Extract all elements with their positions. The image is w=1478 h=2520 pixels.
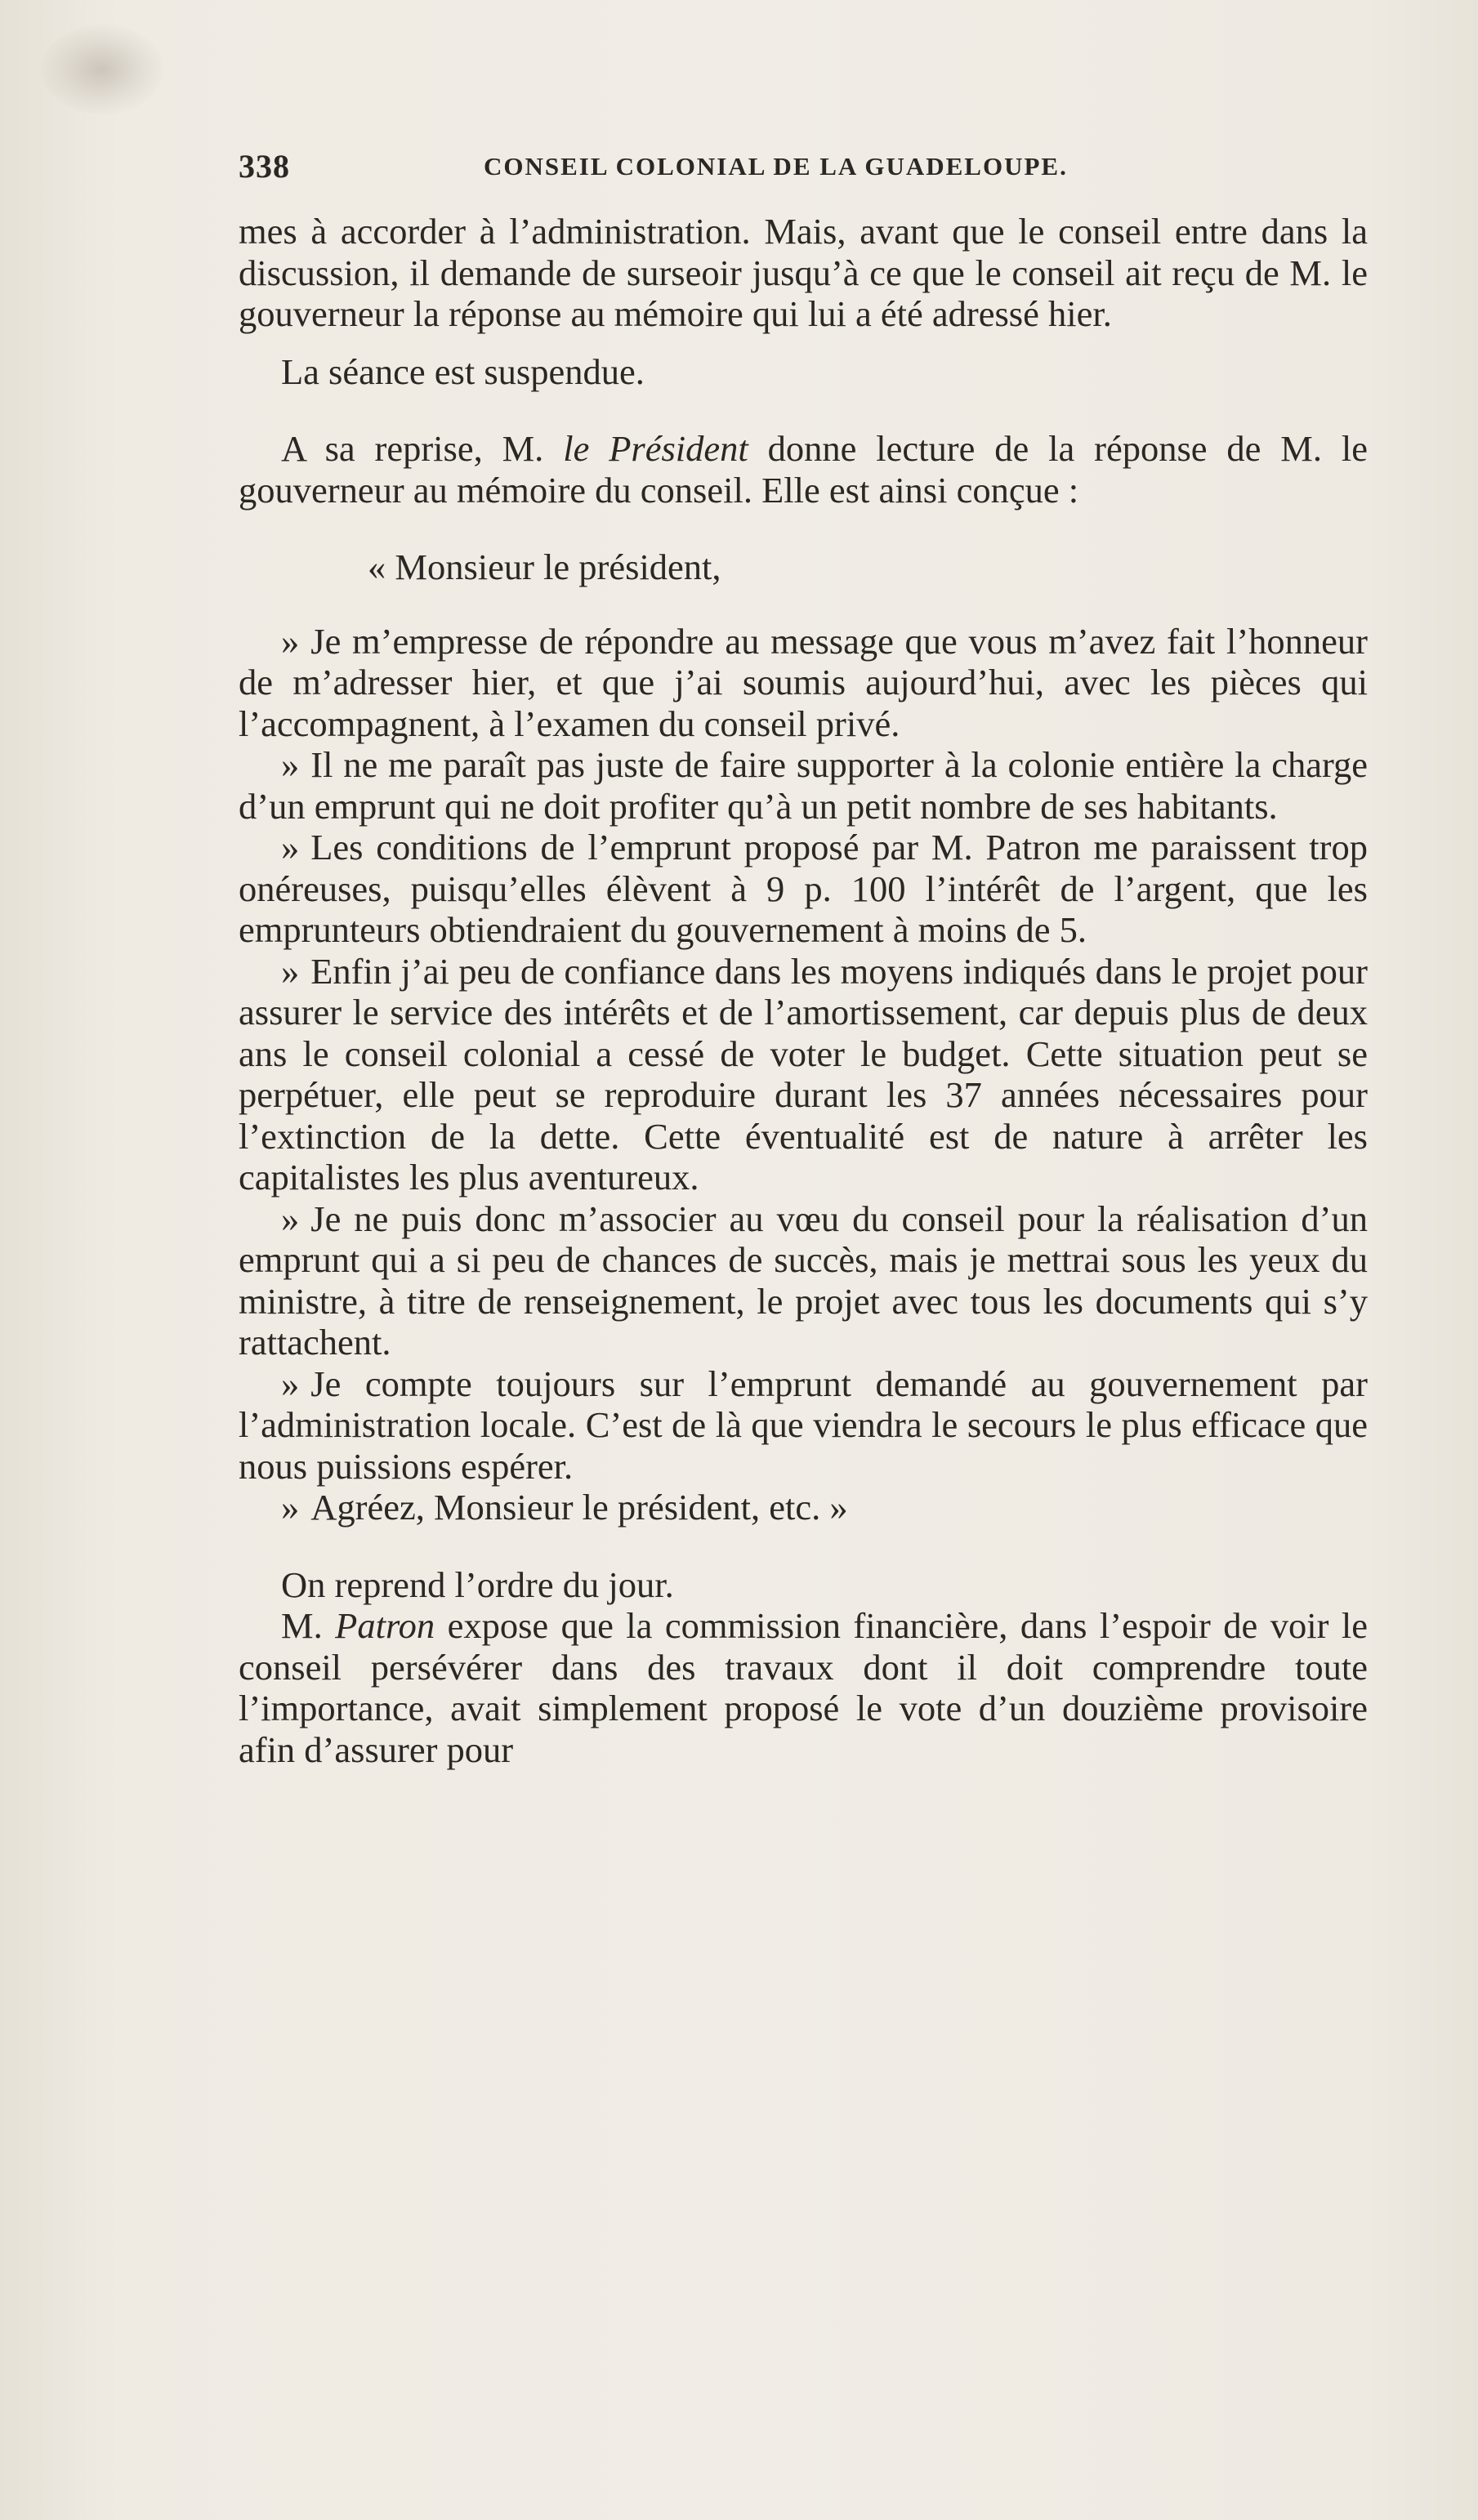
page-body [239, 211, 1368, 1770]
paragraph-president-reading [239, 428, 1368, 511]
quote-mark: » [281, 620, 300, 662]
letter-closing [239, 1487, 1368, 1528]
letter-text-4: Enfin j’ai peu de confiance dans les moyens indiqués dans le projet pour assurer le service des intérêts et de l’amortissement, car depuis plus de deux ans le conseil colonial a cessé de voter le budget. Cette situation peut se perpétuer, elle peut se reproduire durant les 37 années nécessaires pour l’extinction de la dette. Cette éventualité est de nature à arrêter les capitalistes les plus aventureux. [239, 950, 1368, 1198]
quote-mark: » [281, 1487, 300, 1528]
page-header [239, 147, 1162, 196]
patron-name: Patron [335, 1605, 435, 1646]
president-lead: A sa reprise, M. [281, 428, 564, 469]
letter-salutation: « Monsieur le président, [368, 546, 721, 587]
quote-mark: » [281, 827, 300, 868]
letter-paragraph-5 [239, 1198, 1368, 1363]
president-name: le Président [563, 428, 748, 469]
patron-lead: M. [281, 1605, 336, 1646]
letter-text-6: Je compte toujours sur l’emprunt demandé au gouvernement par l’administration locale. C’est de là que viendra le secours le plus efficace que nous puissions espérer. [239, 1363, 1368, 1487]
letter-text-2: Il ne me paraît pas juste de faire supporter à la colonie entière la charge d’un emprunt qui ne doit profiter qu’à un petit nombre de ses habitants. [239, 744, 1368, 827]
letter-text-5: Je ne puis donc m’associer au vœu du conseil pour la réalisation d’un emprunt qui a si peu de chances de succès, mais je mettrai sous les yeux du ministre, à titre de renseignement, le projet avec tous les documents qui s’y rattachent. [239, 1198, 1368, 1363]
quote-mark: » [281, 744, 300, 785]
paragraph-agenda: On reprend l’ordre du jour. [281, 1563, 674, 1605]
president-rest: donne lecture de la réponse de M. le gouverneur au mémoire du conseil. Elle est ainsi conçue : [239, 428, 1368, 511]
quote-mark: » [281, 1363, 300, 1404]
page-number: 338 [239, 148, 290, 185]
letter-paragraph-1 [239, 621, 1368, 745]
letter-paragraph-6 [239, 1363, 1368, 1487]
letter-paragraph-4 [239, 951, 1368, 1198]
paragraph-patron [239, 1605, 1368, 1770]
page-stain [41, 25, 163, 114]
patron-rest: expose que la commission financière, dans l’espoir de voir le conseil persévérer dans des travaux dont il doit comprendre toute l’importance, avait simplement proposé le vote d’un douzième provisoire afin d’assurer pour [239, 1605, 1368, 1770]
letter-text-7: Agréez, Monsieur le président, etc. » [310, 1487, 848, 1528]
letter-paragraph-2 [239, 744, 1368, 827]
letter-paragraph-3 [239, 827, 1368, 951]
quote-mark: » [281, 1198, 300, 1239]
letter-text-3: Les conditions de l’emprunt proposé par M. Patron me paraissent trop onéreuses, puisqu’elles élèvent à 9 p. 100 l’intérêt de l’argent, que les emprunteurs obtiendraient du gouvernement à moins de 5. [239, 827, 1368, 950]
paragraph-suspension: La séance est suspendue. [281, 350, 645, 392]
running-title: CONSEIL COLONIAL DE LA GUADELOUPE. [484, 152, 1068, 181]
letter-text-1: Je m’empresse de répondre au message que vous m’avez fait l’honneur de m’adresser hier, et que j’ai soumis aujourd’hui, avec les pièces qui l’accompagnent, à l’examen du conseil privé. [239, 620, 1368, 744]
paragraph-continuation: mes à accorder à l’administration. Mais, avant que le conseil entre dans la discussion, il demande de surseoir jusqu’à ce que le conseil ait reçu de M. le gouverneur la réponse au mémoire qui lui a été adressé hier. [239, 211, 1368, 334]
quote-mark: » [281, 950, 300, 992]
